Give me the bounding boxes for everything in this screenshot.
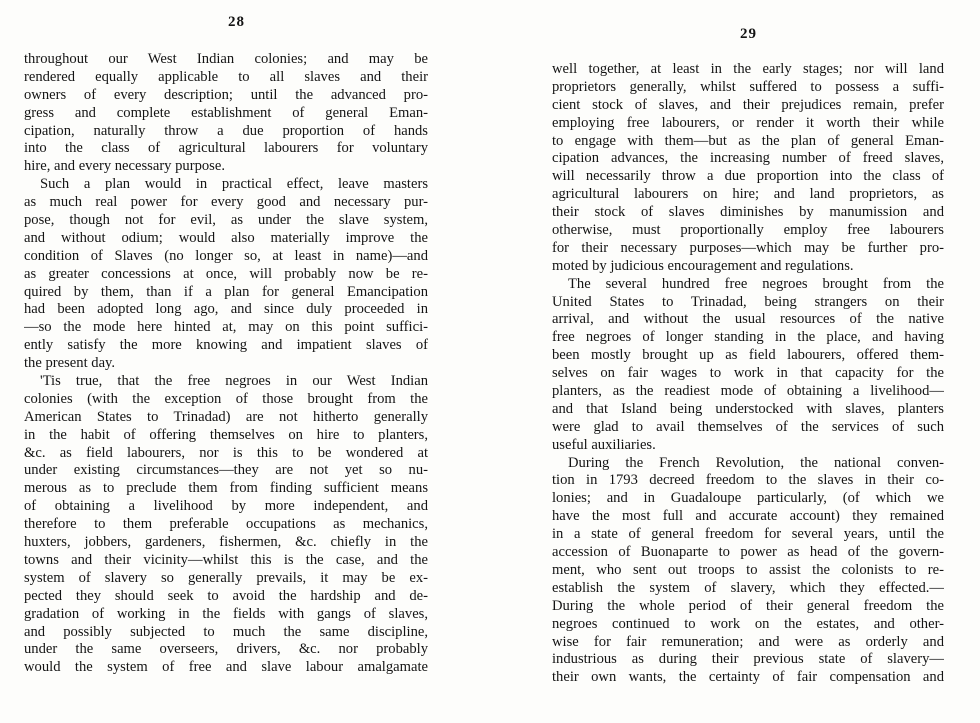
text-line: pose, though not for evil, as under the slave system, [24, 212, 428, 229]
text-line: for their necessary purposes—which may be further pro- [552, 239, 944, 256]
text-line: negroes continued to work on the estates, and other- [552, 615, 944, 632]
text-line: towns and their vicinity—whilst this is the case, and the [24, 551, 428, 568]
text-line: During the French Revolution, the national conven- [568, 454, 944, 471]
text-line: cient stock of slaves, and their prejudices remain, prefer [552, 96, 944, 113]
text-line: condition of Slaves (no longer so, at least in name)—and [24, 247, 428, 264]
text-line: —so the mode here hinted at, may on this point suffici- [24, 319, 428, 336]
text-line: agricultural labourers on hire; and land proprietors, as [552, 186, 944, 203]
text-line: and that Island being understocked with slaves, planters [552, 400, 944, 417]
text-line: rendered equally applicable to all slaves and their [24, 68, 428, 85]
text-line: under the same overseers, drivers, &c. nor probably [24, 641, 428, 658]
text-line: American States to Trinadad) are not hitherto generally [24, 408, 428, 425]
text-line: to engage with them—but as the plan of general Eman- [552, 132, 944, 149]
text-line: of obtaining a livelihood by more independent, and [24, 498, 428, 515]
text-line: will necessarily throw a due proportion into the class of [552, 168, 944, 185]
text-line: were glad to avail themselves of the services of such [552, 418, 944, 435]
page-number: 28 [228, 14, 245, 30]
text-line: therefore to them preferable occupations as mechanics, [24, 516, 428, 533]
text-line: The several hundred free negroes brought from the [568, 275, 944, 292]
text-line: into the class of agricultural labourers for voluntary [24, 140, 428, 157]
text-line: under existing circumstances—they are not yet so nu- [24, 462, 428, 479]
text-line: &c. as field labourers, nor is this to be wondered at [24, 444, 428, 461]
text-line: gress and complete establishment of general Eman- [24, 104, 428, 121]
text-line: United States to Trinadad, being strangers on their [552, 293, 944, 310]
text-line: hire, and every necessary purpose. [24, 158, 225, 175]
text-line: proprietors generally, whilst suffered to possess a suffi- [552, 78, 944, 95]
page-text [552, 61, 944, 687]
text-line: moted by judicious encouragement and regulations. [552, 257, 854, 274]
text-line: their own wants, the certainty of fair compensation and [552, 669, 944, 686]
text-line: and without odium; would also materially improve the [24, 229, 428, 246]
text-line: as much real power for every good and necessary pur- [24, 194, 428, 211]
text-line: have the most full and accurate account) they remained [552, 508, 944, 525]
text-line: cipation, naturally throw a due proportion of hands [24, 122, 428, 139]
text-line: useful auxiliaries. [552, 436, 656, 453]
right-page [490, 0, 980, 723]
text-line: pected they should seek to avoid the hardship and de- [24, 587, 428, 604]
text-line: free negroes of longer standing in the place, and having [552, 329, 944, 346]
text-line: well together, at least in the early stages; nor will land [552, 61, 944, 77]
page-number: 29 [740, 26, 757, 42]
text-line: in the habit of offering themselves on hire to planters, [24, 426, 428, 443]
text-line: wise for fair remuneration; and were as orderly and [552, 633, 944, 650]
text-line: ment, who sent out troops to assist the colonists to re- [552, 561, 944, 578]
text-line: tion in 1793 decreed freedom to the slaves in their co- [552, 472, 944, 489]
text-line: selves on fair wages to work in that capacity for the [552, 365, 944, 382]
text-line: throughout our West Indian colonies; and may be [24, 51, 428, 67]
text-line: accession of Buonaparte to power as head of the govern- [552, 544, 944, 561]
text-line: huxters, jobbers, gardeners, fishermen, &c. chiefly in the [24, 534, 428, 551]
text-line: otherwise, must proportionally employ free labourers [552, 222, 944, 239]
text-line: planters, as the readiest mode of obtaining a livelihood— [552, 383, 944, 400]
text-line: and possibly subjected to much the same discipline, [24, 623, 428, 640]
text-line: cipation advances, the increasing number of freed slaves, [552, 150, 944, 167]
text-line: as greater concessions at once, will probably now be re- [24, 265, 428, 282]
text-line: the present day. [24, 355, 116, 372]
text-line: been mostly brought up as field labourers, offered them- [552, 347, 944, 364]
text-line: Such a plan would in practical effect, leave masters [40, 176, 428, 193]
text-line: industrious as during their previous state of slavery— [552, 651, 944, 668]
text-line: system of slavery so generally prevails, it may be ex- [24, 569, 428, 586]
text-line: employing free labourers, or render it worth their while [552, 114, 944, 131]
text-line: their stock of slaves diminishes by manumission and [552, 204, 944, 221]
text-line: would the system of free and slave labour amalgamate [24, 659, 428, 676]
text-line: quired by them, than if a plan for general Emancipation [24, 283, 428, 300]
text-line: had been adopted long ago, and since duly proceeded in [24, 301, 428, 318]
text-line: colonies (with the exception of those brought from the [24, 390, 428, 407]
text-line: arrival, and without the usual resources of the native [552, 311, 944, 328]
text-line: owners of every description; until the advanced pro- [24, 86, 428, 103]
text-line: gradation of working in the fields with gangs of slaves, [24, 605, 428, 622]
text-line: lonies; and in Guadaloupe particularly, (of which we [552, 490, 944, 507]
page-text [24, 51, 428, 677]
text-line: in a state of general freedom for several years, until the [552, 526, 944, 543]
text-line: ently satisfy the more knowing and impatient slaves of [24, 337, 428, 354]
text-line: merous as to preclude them from finding sufficient means [24, 480, 428, 497]
text-line: establish the system of slavery, which they effected.— [552, 579, 944, 596]
text-line: 'Tis true, that the free negroes in our West Indian [40, 373, 428, 390]
text-line: During the whole period of their general freedom the [552, 597, 944, 614]
